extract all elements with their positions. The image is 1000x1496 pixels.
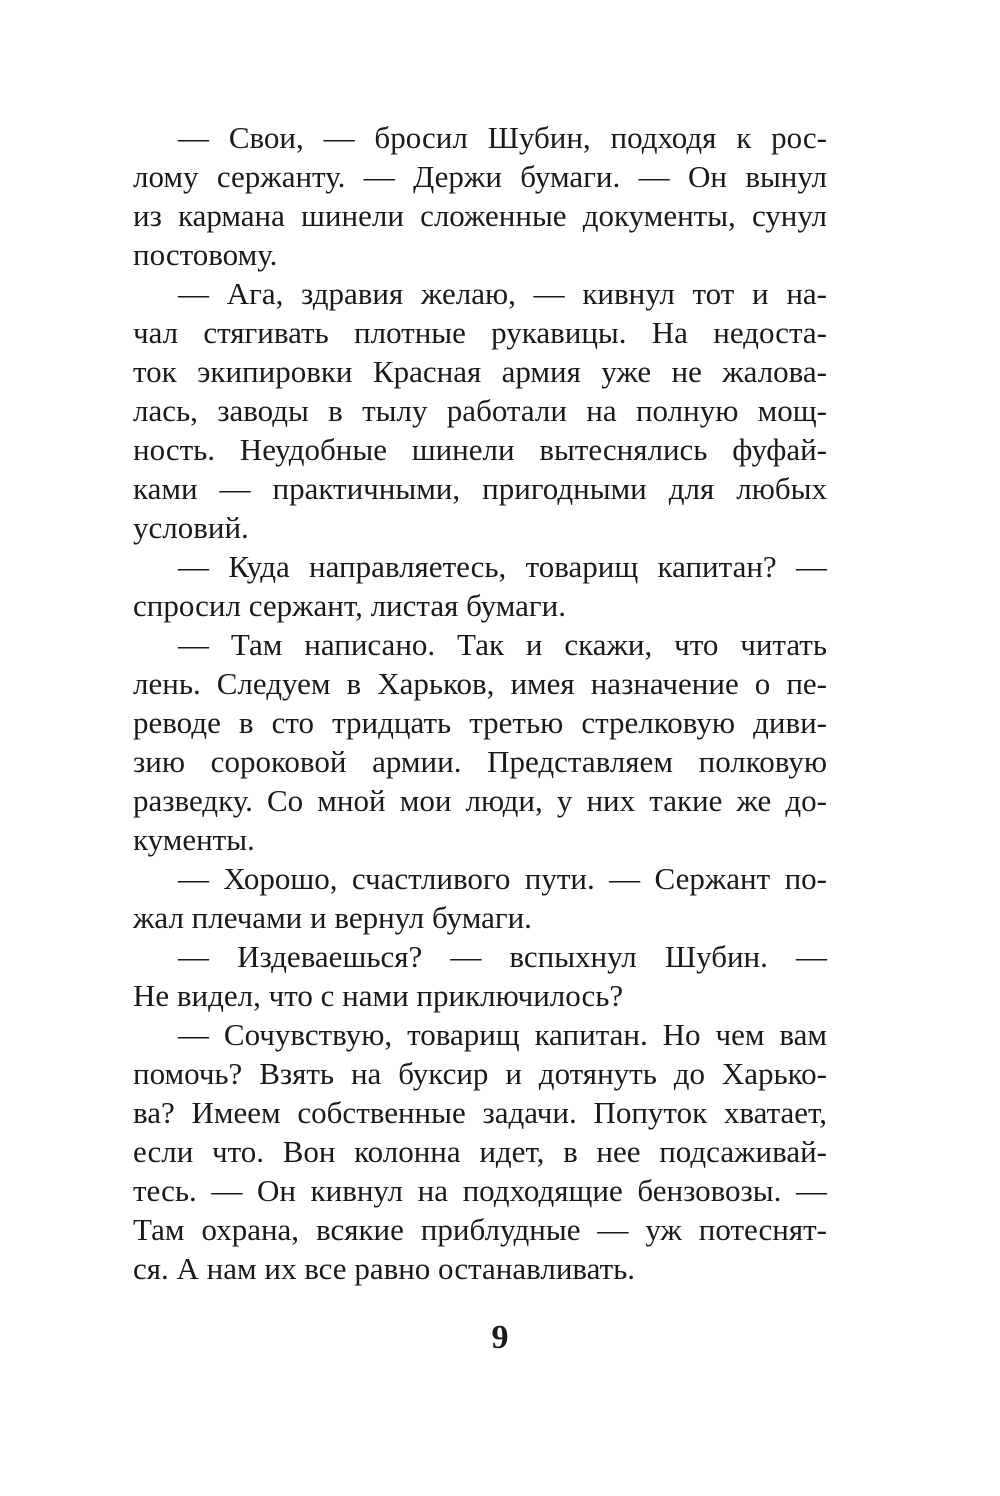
body-text — [133, 118, 827, 1288]
text-line: ва? Имеем собственные задачи. Попуток хватает, — [133, 1095, 827, 1130]
text-line: ность. Неудобные шинели вытеснялись фуфай- — [133, 432, 827, 467]
text-line: из кармана шинели сложенные документы, сунул — [133, 198, 827, 233]
text-line: ками — практичными, пригодными для любых — [133, 471, 827, 506]
text-line: помочь? Взять на буксир и дотянуть до Харько- — [133, 1056, 827, 1091]
text-line: жал плечами и вернул бумаги. — [133, 900, 532, 935]
text-line: — Там написано. Так и скажи, что читать — [178, 627, 827, 662]
text-line: кументы. — [133, 822, 255, 857]
text-line: условий. — [133, 510, 249, 545]
text-line: Там охрана, всякие приблудные — уж потеснят- — [133, 1212, 827, 1247]
text-line: зию сороковой армии. Представляем полковую — [133, 744, 827, 779]
text-line: — Ага, здравия желаю, — кивнул тот и на- — [178, 276, 827, 311]
text-line: спросил сержант, листая бумаги. — [133, 588, 566, 623]
text-line: ток экипировки Красная армия уже не жалова- — [133, 354, 827, 389]
page-number: 9 — [491, 1319, 509, 1356]
text-line: Не видел, что с нами приключилось? — [133, 978, 624, 1013]
text-line: тесь. — Он кивнул на подходящие бензовозы. — — [133, 1173, 827, 1208]
text-line: ся. А нам их все равно останавливать. — [133, 1251, 636, 1286]
text-line: лень. Следуем в Харьков, имея назначение о пе- — [133, 666, 827, 701]
text-line: — Свои, — бросил Шубин, подходя к рос- — [178, 120, 827, 155]
text-line: — Куда направляетесь, товарищ капитан? — — [178, 549, 827, 584]
text-line: если что. Вон колонна идет, в нее подсаживай- — [133, 1134, 827, 1169]
text-line: чал стягивать плотные рукавицы. На недоста- — [133, 315, 827, 350]
text-line: — Хорошо, счастливого пути. — Сержант по- — [178, 861, 827, 896]
text-line: разведку. Со мной мои люди, у них такие же до- — [133, 783, 827, 818]
text-line: постовому. — [133, 237, 278, 272]
text-line: лому сержанту. — Держи бумаги. — Он вынул — [133, 159, 827, 194]
text-line: реводе в сто тридцать третью стрелковую диви- — [133, 705, 827, 740]
text-line: лась, заводы в тылу работали на полную мощ- — [133, 393, 827, 428]
text-line: — Издеваешься? — вспыхнул Шубин. — — [178, 939, 827, 974]
text-line: — Сочувствую, товарищ капитан. Но чем вам — [178, 1017, 827, 1052]
